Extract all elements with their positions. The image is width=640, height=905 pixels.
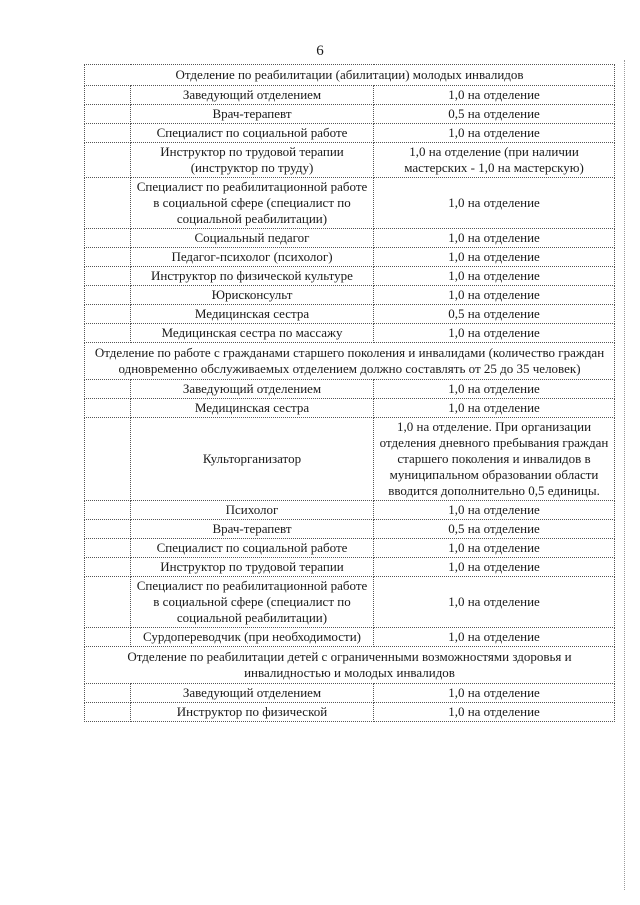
empty-cell	[85, 577, 131, 628]
position-row	[85, 380, 615, 399]
staffing-norm: 1,0 на отделение	[374, 286, 615, 305]
staffing-norm: 1,0 на отделение. При организации отделения дневного пребывания граждан старшего поколения и инвалидов в муниципальном образовании области вводится дополнительно 0,5 единицы.	[374, 418, 615, 501]
empty-cell	[85, 703, 131, 722]
position-row	[85, 520, 615, 539]
position-row	[85, 229, 615, 248]
empty-cell	[85, 86, 131, 105]
empty-cell	[85, 124, 131, 143]
position-row	[85, 286, 615, 305]
empty-cell	[85, 267, 131, 286]
empty-cell	[85, 380, 131, 399]
empty-cell	[85, 286, 131, 305]
staffing-norm: 1,0 на отделение	[374, 703, 615, 722]
empty-cell	[85, 628, 131, 647]
position-row	[85, 86, 615, 105]
staffing-norm: 1,0 на отделение	[374, 178, 615, 229]
empty-cell	[85, 520, 131, 539]
empty-cell	[85, 418, 131, 501]
staffing-norm: 1,0 на отделение	[374, 248, 615, 267]
staffing-norm: 1,0 на отделение	[374, 86, 615, 105]
position-title: Культорганизатор	[131, 418, 374, 501]
position-title: Специалист по реабилитационной работе в социальной сфере (специалист по социальной реабилитации)	[131, 178, 374, 229]
position-title: Сурдопереводчик (при необходимости)	[131, 628, 374, 647]
empty-cell	[85, 105, 131, 124]
empty-cell	[85, 501, 131, 520]
position-row	[85, 628, 615, 647]
position-row	[85, 539, 615, 558]
staffing-norm: 1,0 на отделение	[374, 684, 615, 703]
staffing-norm: 1,0 на отделение	[374, 558, 615, 577]
position-row	[85, 267, 615, 286]
section-title: Отделение по реабилитации детей с ограниченными возможностями здоровья и инвалидностью и молодых инвалидов	[85, 647, 615, 684]
position-title: Инструктор по физической культуре	[131, 267, 374, 286]
position-row	[85, 684, 615, 703]
position-title: Заведующий отделением	[131, 684, 374, 703]
position-row	[85, 124, 615, 143]
staffing-norm: 1,0 на отделение	[374, 399, 615, 418]
position-title: Юрисконсульт	[131, 286, 374, 305]
position-title: Инструктор по трудовой терапии (инструктор по труду)	[131, 143, 374, 178]
position-title: Заведующий отделением	[131, 380, 374, 399]
section-row	[85, 343, 615, 380]
empty-cell	[85, 305, 131, 324]
position-title: Медицинская сестра	[131, 399, 374, 418]
position-row	[85, 324, 615, 343]
position-title: Психолог	[131, 501, 374, 520]
position-title: Заведующий отделением	[131, 86, 374, 105]
section-title: Отделение по реабилитации (абилитации) молодых инвалидов	[85, 65, 615, 86]
position-title: Социальный педагог	[131, 229, 374, 248]
position-title: Инструктор по физической	[131, 703, 374, 722]
position-row	[85, 248, 615, 267]
empty-cell	[85, 248, 131, 267]
position-title: Специалист по социальной работе	[131, 124, 374, 143]
staffing-norm: 1,0 на отделение	[374, 539, 615, 558]
staffing-norm: 1,0 на отделение	[374, 324, 615, 343]
staffing-norm: 1,0 на отделение	[374, 267, 615, 286]
empty-cell	[85, 178, 131, 229]
staffing-norm: 1,0 на отделение	[374, 124, 615, 143]
position-title: Врач-терапевт	[131, 520, 374, 539]
staffing-norm: 1,0 на отделение (при наличии мастерских - 1,0 на мастерскую)	[374, 143, 615, 178]
empty-cell	[85, 558, 131, 577]
empty-cell	[85, 684, 131, 703]
section-title: Отделение по работе с гражданами старшего поколения и инвалидами (количество граждан одновременно обслуживаемых отделением должно составлять от 25 до 35 человек)	[85, 343, 615, 380]
position-row	[85, 577, 615, 628]
staffing-norm: 1,0 на отделение	[374, 501, 615, 520]
position-title: Специалист по социальной работе	[131, 539, 374, 558]
position-row	[85, 399, 615, 418]
staffing-norm: 1,0 на отделение	[374, 380, 615, 399]
position-row	[85, 178, 615, 229]
empty-cell	[85, 324, 131, 343]
section-row	[85, 647, 615, 684]
staffing-norm: 1,0 на отделение	[374, 628, 615, 647]
empty-cell	[85, 539, 131, 558]
position-title: Медицинская сестра	[131, 305, 374, 324]
staffing-norm: 0,5 на отделение	[374, 105, 615, 124]
position-title: Специалист по реабилитационной работе в социальной сфере (специалист по социальной реабилитации)	[131, 577, 374, 628]
empty-cell	[85, 229, 131, 248]
margin-line	[624, 60, 625, 890]
position-row	[85, 703, 615, 722]
position-title: Врач-терапевт	[131, 105, 374, 124]
position-row	[85, 143, 615, 178]
position-row	[85, 305, 615, 324]
staffing-norm: 1,0 на отделение	[374, 577, 615, 628]
position-row	[85, 558, 615, 577]
staffing-norm: 1,0 на отделение	[374, 229, 615, 248]
section-row	[85, 65, 615, 86]
empty-cell	[85, 399, 131, 418]
page-number: 6	[316, 43, 324, 59]
staff-table	[84, 64, 615, 722]
position-row	[85, 105, 615, 124]
position-title: Педагог-психолог (психолог)	[131, 248, 374, 267]
position-title: Медицинская сестра по массажу	[131, 324, 374, 343]
position-row	[85, 501, 615, 520]
staffing-norm: 0,5 на отделение	[374, 520, 615, 539]
position-title: Инструктор по трудовой терапии	[131, 558, 374, 577]
empty-cell	[85, 143, 131, 178]
staff-table-body	[85, 65, 615, 722]
position-row	[85, 418, 615, 501]
staffing-norm: 0,5 на отделение	[374, 305, 615, 324]
